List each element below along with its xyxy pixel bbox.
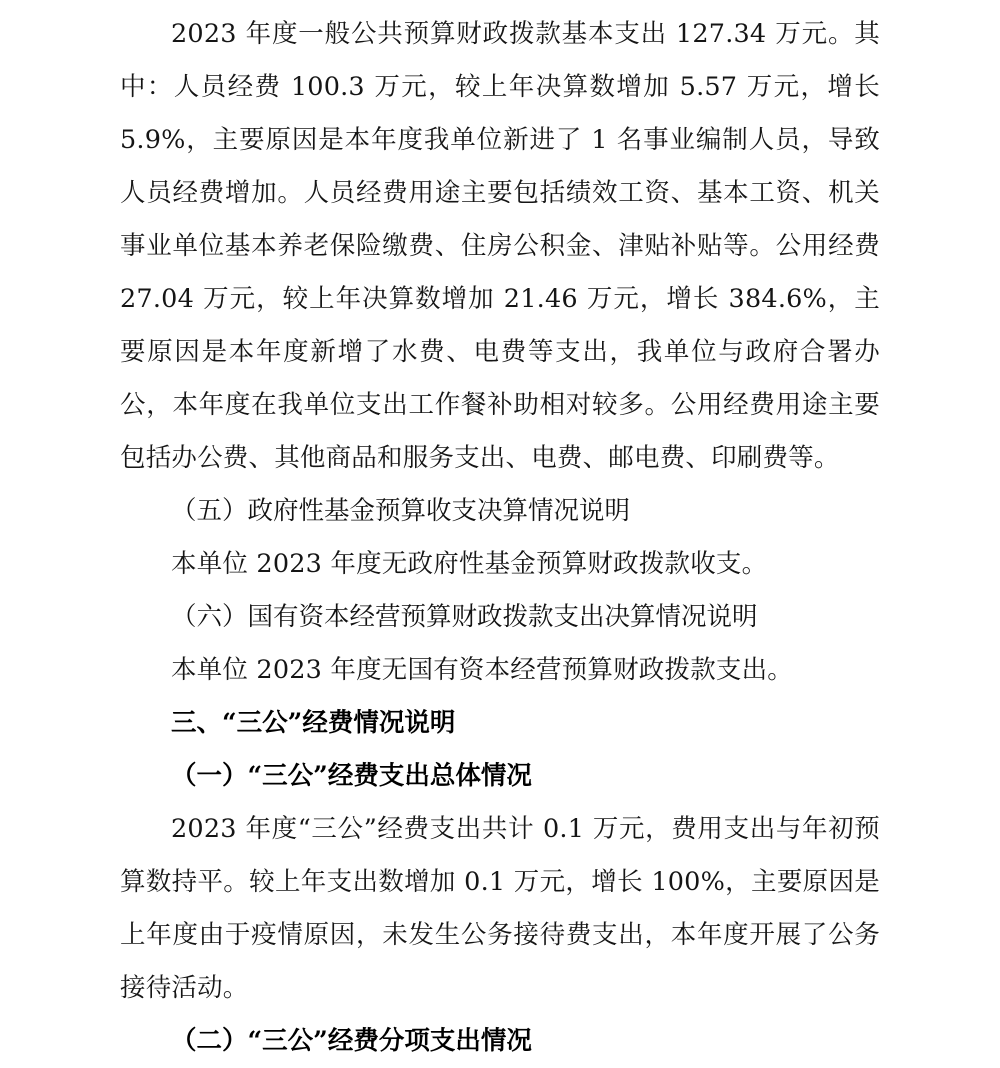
paragraph-section-six-body: 本单位 2023 年度无国有资本经营预算财政拨款支出。: [171, 655, 794, 685]
heading-section-three: 三、“三公”经费情况说明: [171, 708, 456, 738]
paragraph-section-three-one-body: 2023 年度“三公”经费支出共计 0.1 万元，费用支出与年初预算数持平。较上年支出数增加 0.1 万元，增长 100%，主要原因是上年度由于疫情原因，未发生公务接待费支出，本年度开展了公务接待活动。: [120, 814, 880, 1003]
heading-section-five: （五）政府性基金预算收支决算情况说明: [171, 496, 631, 526]
paragraph-basic-expenditure: 2023 年度一般公共预算财政拨款基本支出 127.34 万元。其中：人员经费 100.3 万元，较上年决算数增加 5.57 万元，增长 5.9%，主要原因是本年度我单位新进了 1 名事业编制人员，导致人员经费增加。人员经费用途主要包括绩效工资、基本工资、机关事业单位基本养老保险缴费、住房公积金、津贴补贴等。公用经费 27.04 万元，较上年决算数增加 21.46 万元，增长 384.6%，主要原因是本年度新增了水费、电费等支出，我单位与政府合署办公，本年度在我单位支出工作餐补助相对较多。公用经费用途主要包括办公费、其他商品和服务支出、电费、邮电费、印刷费等。: [120, 19, 880, 473]
paragraph-section-five-body: 本单位 2023 年度无政府性基金预算财政拨款收支。: [171, 549, 768, 579]
heading-section-six: （六）国有资本经营预算财政拨款支出决算情况说明: [171, 602, 758, 632]
heading-section-three-one: （一）“三公”经费支出总体情况: [171, 761, 532, 791]
heading-section-three-two: （二）“三公”经费分项支出情况: [171, 1026, 532, 1056]
